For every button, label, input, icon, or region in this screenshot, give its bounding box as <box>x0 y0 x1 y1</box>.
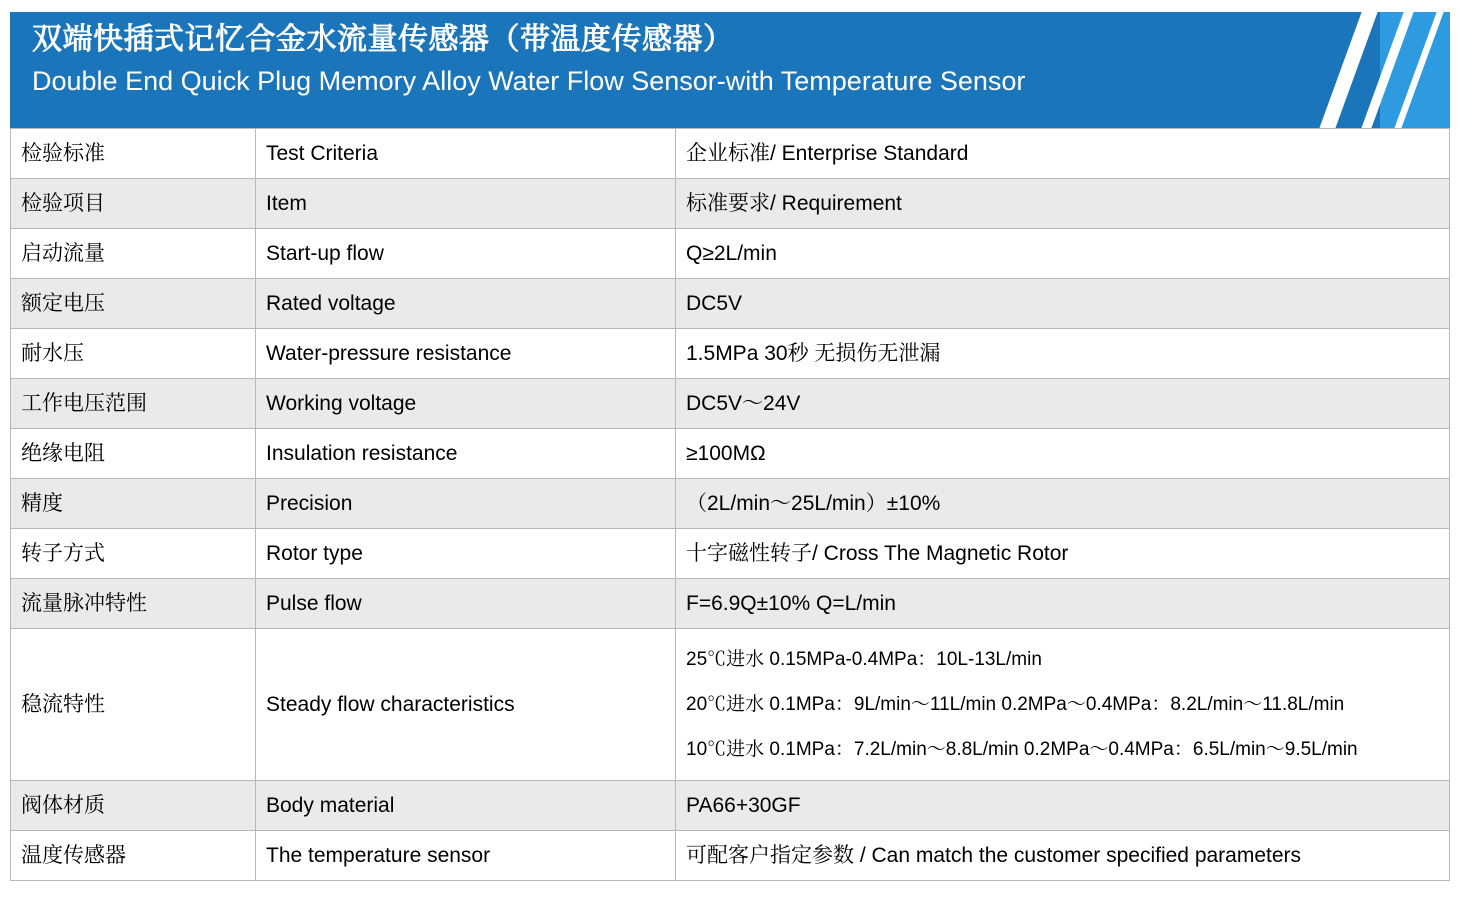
row-value: 1.5MPa 30秒 无损伤无泄漏 <box>676 329 1450 379</box>
table-row <box>11 529 1450 579</box>
row-label-en: Steady flow characteristics <box>256 629 676 781</box>
row-value: DC5V～24V <box>676 379 1450 429</box>
row-value: 十字磁性转子/ Cross The Magnetic Rotor <box>676 529 1450 579</box>
row-label-cn: 启动流量 <box>11 229 256 279</box>
table-row <box>11 329 1450 379</box>
table-row <box>11 179 1450 229</box>
page-title-en: Double End Quick Plug Memory Alloy Water Flow Sensor-with Temperature Sensor <box>32 66 1026 96</box>
row-value: Q≥2L/min <box>676 229 1450 279</box>
row-label-cn: 转子方式 <box>11 529 256 579</box>
header-text-block <box>10 12 1450 100</box>
table-body <box>11 129 1450 881</box>
row-label-en: The temperature sensor <box>256 831 676 881</box>
row-value: ≥100MΩ <box>676 429 1450 479</box>
table-row <box>11 781 1450 831</box>
steady-flow-line: 10℃进水 0.1MPa：7.2L/min～8.8L/min 0.2MPa～0.4MPa：6.5L/min～9.5L/min <box>686 739 1358 760</box>
row-label-en: Pulse flow <box>256 579 676 629</box>
table-row <box>11 229 1450 279</box>
page-title-cn: 双端快插式记忆合金水流量传感器（带温度传感器） <box>32 23 734 56</box>
header-banner <box>10 12 1450 128</box>
row-value: DC5V <box>676 279 1450 329</box>
row-value: PA66+30GF <box>676 781 1450 831</box>
row-value: 标准要求/ Requirement <box>676 179 1450 229</box>
row-label-en: Water-pressure resistance <box>256 329 676 379</box>
table-row <box>11 831 1450 881</box>
steady-flow-line: 25℃进水 0.15MPa-0.4MPa：10L-13L/min <box>686 649 1042 670</box>
row-label-en: Body material <box>256 781 676 831</box>
table-row <box>11 429 1450 479</box>
row-label-cn: 工作电压范围 <box>11 379 256 429</box>
row-label-cn: 额定电压 <box>11 279 256 329</box>
row-label-cn: 检验标准 <box>11 129 256 179</box>
specification-table <box>10 128 1450 881</box>
row-label-cn: 耐水压 <box>11 329 256 379</box>
table-row <box>11 379 1450 429</box>
steady-flow-line: 20℃进水 0.1MPa：9L/min～11L/min 0.2MPa～0.4MPa：8.2L/min～11.8L/min <box>686 694 1345 715</box>
row-value: 可配客户指定参数 / Can match the customer specified parameters <box>676 831 1450 881</box>
row-label-cn: 检验项目 <box>11 179 256 229</box>
table-row <box>11 579 1450 629</box>
row-label-cn: 温度传感器 <box>11 831 256 881</box>
row-value: F=6.9Q±10% Q=L/min <box>676 579 1450 629</box>
table-row <box>11 479 1450 529</box>
row-label-cn: 流量脉冲特性 <box>11 579 256 629</box>
row-label-cn: 稳流特性 <box>11 629 256 781</box>
row-label-cn: 精度 <box>11 479 256 529</box>
row-label-en: Working voltage <box>256 379 676 429</box>
row-label-en: Rated voltage <box>256 279 676 329</box>
row-label-en: Insulation resistance <box>256 429 676 479</box>
row-value: 企业标准/ Enterprise Standard <box>676 129 1450 179</box>
row-value: （2L/min～25L/min）±10% <box>676 479 1450 529</box>
row-label-cn: 绝缘电阻 <box>11 429 256 479</box>
steady-flow-lines <box>686 637 1439 772</box>
table-row <box>11 629 1450 781</box>
row-label-en: Start-up flow <box>256 229 676 279</box>
row-label-en: Precision <box>256 479 676 529</box>
row-label-en: Test Criteria <box>256 129 676 179</box>
row-label-en: Rotor type <box>256 529 676 579</box>
table-row <box>11 279 1450 329</box>
row-value-multiline <box>676 629 1450 781</box>
row-label-cn: 阀体材质 <box>11 781 256 831</box>
table-row <box>11 129 1450 179</box>
row-label-en: Item <box>256 179 676 229</box>
